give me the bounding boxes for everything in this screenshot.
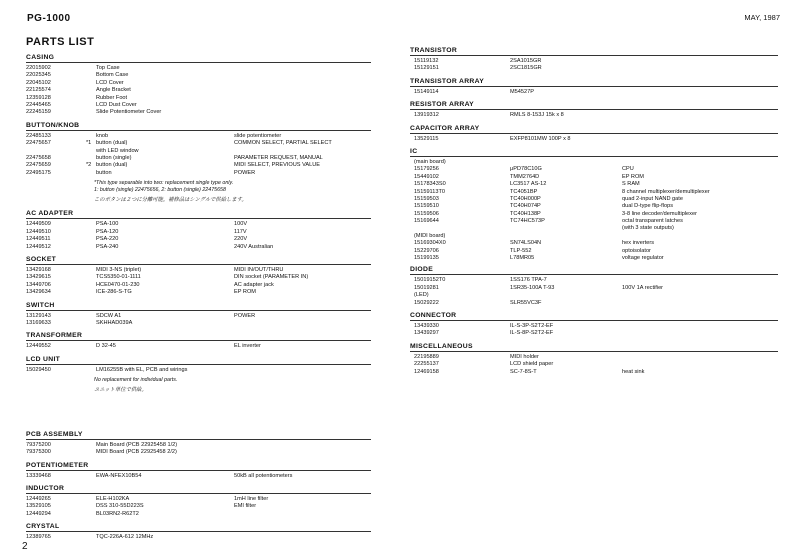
part-number: 15229706: [414, 247, 439, 254]
parts-row: [410, 277, 778, 284]
part-number: 22255137: [414, 361, 439, 368]
section-switch: [26, 301, 371, 332]
part-name: ELE-H102KA: [96, 495, 130, 502]
part-number: (main board): [414, 158, 446, 165]
part-description: 117V: [234, 228, 247, 235]
section-title: LCD UNIT: [26, 355, 371, 365]
part-name: TCS5350-01-1111: [96, 274, 141, 281]
part-name: PSA-240: [96, 243, 119, 250]
part-number: 15029450: [26, 366, 51, 373]
parts-row: [410, 292, 778, 299]
section-title: TRANSFORMER: [26, 331, 371, 341]
part-number: 12469158: [414, 368, 439, 375]
parts-row: [410, 369, 778, 376]
part-name: SN74LS04N: [510, 240, 542, 247]
part-number: 22475658: [26, 154, 51, 161]
part-number: 13339468: [26, 472, 51, 479]
part-number: 12359128: [26, 94, 51, 101]
parts-row: [26, 320, 371, 327]
part-number: 22485133: [26, 132, 51, 139]
parts-row: [410, 248, 778, 255]
part-name: EXFP8101MW 100P x 8: [510, 135, 571, 142]
part-number: 15178343S0: [414, 181, 446, 188]
parts-row: [26, 449, 371, 456]
section-crystal: [26, 522, 371, 545]
part-number: 15179256: [414, 166, 439, 173]
part-number: (MIDI board): [414, 232, 446, 239]
part-description: 100V: [234, 221, 248, 228]
part-number: 15159113T0: [414, 188, 446, 195]
parts-row: [410, 189, 778, 196]
part-description: (with 3 state outputs): [622, 225, 674, 232]
parts-row: [410, 285, 778, 292]
part-description: 1mH line filter: [234, 495, 269, 502]
parts-row: [410, 240, 778, 247]
part-name: TC40H138P: [510, 210, 541, 217]
section-title: PCB ASSEMBLY: [26, 430, 371, 440]
part-name: TC40H074P: [510, 203, 541, 210]
part-name: LCD shield paper: [510, 361, 554, 368]
parts-row: [410, 255, 778, 262]
part-number: 13529105: [26, 503, 51, 510]
part-number: 15129151: [414, 65, 439, 72]
part-name: PSA-220: [96, 236, 119, 243]
part-name: Top Case: [96, 65, 120, 71]
part-name: TQC-226A-612 12MHz: [96, 534, 154, 541]
part-number: (LED): [414, 292, 429, 299]
part-description: EMI filter: [234, 503, 257, 510]
part-number: 22245159: [26, 109, 51, 116]
note-line: このボタンは２つに分離可能。補修品はシングルで供給します。: [94, 196, 247, 203]
section-pcb-assembly: [26, 430, 371, 461]
model-header: PG-1000: [27, 13, 71, 24]
section-transformer: [26, 331, 371, 354]
parts-row: [410, 159, 778, 166]
part-number: 22195889: [414, 353, 439, 360]
section-title: IC: [410, 147, 778, 157]
part-name: EWA-NFEX10B54: [96, 472, 142, 479]
part-name: 2SC1815GR: [510, 65, 542, 72]
section-inductor: [26, 484, 371, 522]
part-number: 12449265: [26, 495, 51, 502]
section-title: CRYSTAL: [26, 522, 371, 532]
section-transistor: [410, 46, 778, 77]
part-name: with LED window: [96, 147, 139, 154]
part-number: 15159503: [414, 195, 439, 202]
part-description: 3-8 line decoder/demultiplexer: [622, 210, 697, 217]
part-number: 79375300: [26, 449, 51, 456]
part-name: RMLS 8-153J 15k x 8: [510, 112, 564, 119]
section-title: RESISTOR ARRAY: [410, 100, 778, 110]
parts-row: [26, 473, 371, 480]
part-number: 15159506: [414, 210, 439, 217]
section-notes: [94, 377, 371, 394]
part-number: 13129143: [26, 312, 51, 319]
part-name: button: [96, 169, 112, 176]
parts-row: [410, 112, 778, 119]
part-name: LM16255B with EL, PCB and wirings: [96, 366, 188, 373]
part-number: 15019152T0: [414, 277, 446, 284]
parts-row: [26, 80, 371, 87]
part-number: 22015902: [26, 65, 51, 71]
part-name: PSA-100: [96, 221, 119, 228]
section-casing: [26, 53, 371, 121]
parts-row: [26, 244, 371, 251]
part-number: 12389765: [26, 534, 51, 541]
parts-row: [26, 162, 371, 169]
section-connector: [410, 311, 778, 342]
part-description: 240V Australian: [234, 243, 274, 250]
parts-row: [410, 166, 778, 173]
part-number: 13919312: [414, 112, 439, 119]
part-name: DSS 310-55D223S: [96, 503, 144, 510]
parts-row: [410, 196, 778, 203]
page-number: 2: [22, 541, 28, 552]
part-number: 12449294: [26, 510, 51, 517]
parts-row: [410, 65, 778, 72]
section-ic: [410, 147, 778, 265]
part-number: 15449102: [414, 173, 439, 180]
section-button-knob: [26, 121, 371, 210]
part-name: Main Board (PCB 22925458 1/2): [96, 441, 178, 448]
section-title: CAPACITOR ARRAY: [410, 124, 778, 134]
section-resistor-array: [410, 100, 778, 123]
parts-row: [410, 211, 778, 218]
section-title: DIODE: [410, 265, 778, 275]
part-description: 220V: [234, 236, 248, 243]
part-number: 15169644: [414, 218, 439, 225]
part-name: HCE0470-01-230: [96, 281, 140, 288]
part-name: LCD Dust Cover: [96, 101, 137, 108]
part-description: PARAMETER REQUEST, MANUAL: [234, 154, 323, 161]
part-number: 13429168: [26, 267, 51, 274]
part-description: hex inverters: [622, 240, 655, 247]
part-name: μPD78C10G: [510, 166, 542, 173]
parts-row: [410, 323, 778, 330]
parts-row: [26, 534, 371, 541]
part-number: 12449510: [26, 228, 51, 235]
part-number: 15199135: [414, 255, 439, 262]
section-title: CONNECTOR: [410, 311, 778, 321]
note-mark: *2: [86, 162, 92, 169]
part-description: EL inverter: [234, 343, 261, 350]
parts-row: [26, 102, 371, 109]
part-name: Angle Bracket: [96, 87, 131, 94]
note-line: 1: button (single) 22475656, 2: button (single) 22475658: [94, 186, 226, 193]
parts-row: [26, 289, 371, 296]
part-name: TC40H000P: [510, 195, 541, 202]
parts-row: [26, 133, 371, 140]
parts-row: [26, 236, 371, 243]
part-name: SC-7-8S-T: [510, 368, 537, 375]
part-description: EP ROM: [622, 173, 644, 180]
part-name: IL-S-8P-S2T2-EF: [510, 330, 554, 337]
date-header: MAY, 1987: [744, 13, 780, 22]
part-name: MIDI holder: [510, 353, 539, 360]
part-number: 22445465: [26, 101, 51, 108]
part-number: 22045102: [26, 79, 51, 86]
parts-row: [410, 203, 778, 210]
part-name: TMM2764D: [510, 173, 540, 180]
part-description: POWER: [234, 169, 256, 176]
section-diode: [410, 265, 778, 311]
parts-row: [410, 300, 778, 307]
part-name: SLR55VC3F: [510, 299, 542, 306]
part-name: ICE-286-S-TG: [96, 289, 132, 296]
parts-row: [26, 72, 371, 79]
part-description: slide potentiometer: [234, 132, 282, 139]
part-number: 79375200: [26, 441, 51, 448]
part-name: TC74HC573P: [510, 218, 545, 225]
part-name: L78MR05: [510, 255, 535, 262]
part-name: LC3517 AS-12: [510, 181, 547, 188]
part-description: 8 channel multiplexer/demultiplexer: [622, 188, 710, 195]
parts-row: [410, 58, 778, 65]
parts-row: [26, 170, 371, 177]
part-name: Bottom Case: [96, 72, 129, 79]
part-number: 15159510: [414, 203, 439, 210]
page-title: PARTS LIST: [26, 36, 95, 48]
part-description: AC adapter jack: [234, 281, 274, 288]
parts-row: [26, 267, 371, 274]
section-miscellaneous: [410, 342, 778, 380]
part-name: button (dual): [96, 162, 128, 169]
parts-row: [26, 274, 371, 281]
section-socket: [26, 255, 371, 301]
section-lcd-unit: [26, 355, 371, 400]
part-name: button (dual): [96, 140, 128, 147]
parts-row: [410, 89, 778, 96]
parts-row: [26, 442, 371, 449]
part-number: 15149114: [414, 88, 439, 95]
part-description: POWER: [234, 312, 256, 319]
parts-row: [410, 218, 778, 225]
part-description: 50kB all potentiometers: [234, 472, 293, 479]
note-line: No replacement for individual parts.: [94, 377, 178, 384]
right-column: [410, 46, 778, 380]
parts-row: [26, 313, 371, 320]
part-name: Rubber Foot: [96, 94, 128, 101]
section-title: TRANSISTOR: [410, 46, 778, 56]
parts-row: [26, 511, 371, 518]
part-number: 15169304X0: [414, 240, 446, 247]
parts-row: [26, 155, 371, 162]
part-description: quad 2-input NAND gate: [622, 195, 683, 202]
part-number: 13439330: [414, 322, 439, 329]
part-name: LCD Cover: [96, 79, 124, 86]
section-title: SOCKET: [26, 255, 371, 265]
part-number: 13449706: [26, 281, 51, 288]
part-name: 2SA1015GR: [510, 58, 542, 64]
section-title: MISCELLANEOUS: [410, 342, 778, 352]
part-number: 13529115: [414, 135, 439, 142]
section-transistor-array: [410, 77, 778, 100]
section-title: TRANSISTOR ARRAY: [410, 77, 778, 87]
parts-row: [410, 330, 778, 337]
part-name: IL-S-3P-S2T2-EF: [510, 322, 554, 329]
section-notes: [94, 180, 371, 203]
section-potentiometer: [26, 461, 371, 484]
section-ac-adapter: [26, 209, 371, 255]
part-description: optoisolator: [622, 247, 651, 254]
part-number: 13439297: [414, 330, 439, 337]
part-name: BL03RN2-R62T2: [96, 510, 139, 517]
part-number: 22125574: [26, 87, 51, 94]
part-number: 22025345: [26, 72, 51, 79]
part-description: CPU: [622, 166, 634, 173]
part-name: D 32-45: [96, 343, 116, 350]
part-name: SDCW A1: [96, 312, 122, 319]
parts-row: [410, 354, 778, 361]
part-name: M54527P: [510, 88, 534, 95]
parts-row: [410, 174, 778, 181]
section-title: POTENTIOMETER: [26, 461, 371, 471]
note-line: *This type separable into two: replacement single type only.: [94, 180, 234, 187]
part-number: 12449511: [26, 236, 51, 243]
part-name: MIDI 3-NS (triplet): [96, 267, 142, 274]
parts-row: [410, 136, 778, 143]
part-description: 100V 1A rectifier: [622, 284, 664, 291]
part-name: SKHHAD039A: [96, 319, 133, 326]
part-name: knob: [96, 132, 109, 139]
parts-row: [26, 496, 371, 503]
part-number: 15019281: [414, 284, 439, 291]
part-name: 1SS176 TPA-7: [510, 277, 547, 284]
part-description: voltage regulator: [622, 255, 664, 262]
part-number: 15029222: [414, 299, 439, 306]
part-name: 1SR35-100A T-93: [510, 284, 555, 291]
part-number: 12449512: [26, 243, 51, 250]
part-description: dual D-type flip-flops: [622, 203, 673, 210]
parts-row: [26, 367, 371, 374]
parts-row: [410, 225, 778, 232]
parts-row: [26, 221, 371, 228]
part-description: MIDI IN/OUT/THRU: [234, 267, 284, 274]
part-number: 15119132: [414, 58, 439, 64]
part-description: EP ROM: [234, 289, 256, 296]
parts-row: [26, 503, 371, 510]
section-title: INDUCTOR: [26, 484, 371, 494]
parts-row: [26, 140, 371, 147]
part-number: 12449552: [26, 343, 51, 350]
section-title: BUTTON/KNOB: [26, 121, 371, 131]
part-number: 13429634: [26, 289, 51, 296]
parts-row: [26, 109, 371, 116]
part-name: Slide Potentiometer Cover: [96, 109, 162, 116]
parts-row: [410, 181, 778, 188]
parts-row: [410, 233, 778, 240]
part-description: COMMON SELECT, PARTIAL SELECT: [234, 140, 332, 147]
part-description: S RAM: [622, 181, 640, 188]
parts-row: [26, 148, 371, 155]
left-column: [26, 53, 371, 545]
parts-row: [410, 361, 778, 368]
parts-row: [26, 229, 371, 236]
section-title: AC ADAPTER: [26, 209, 371, 219]
part-description: octal transparent latches: [622, 218, 683, 225]
part-number: 22475659: [26, 162, 51, 169]
parts-row: [26, 95, 371, 102]
parts-row: [26, 65, 371, 72]
part-description: heat sink: [622, 368, 645, 375]
part-number: 12449509: [26, 221, 51, 228]
note-mark: *1: [86, 140, 92, 147]
note-line: ユニット単位で供給。: [94, 386, 147, 393]
part-description: MIDI SELECT, PREVIOUS VALUE: [234, 162, 321, 169]
parts-row: [26, 87, 371, 94]
section-capacitor-array: [410, 124, 778, 147]
section-title: CASING: [26, 53, 371, 63]
part-description: DIN socket (PARAMETER IN): [234, 274, 309, 281]
part-name: TLP-552: [510, 247, 532, 254]
part-number: 22495175: [26, 169, 51, 176]
part-name: MIDI Board (PCB 22925458 2/2): [96, 449, 177, 456]
parts-row: [26, 282, 371, 289]
part-name: button (single): [96, 154, 132, 161]
section-title: SWITCH: [26, 301, 371, 311]
part-number: 13429615: [26, 274, 51, 281]
part-name: PSA-120: [96, 228, 119, 235]
part-name: TC4051BP: [510, 188, 538, 195]
part-number: 13169633: [26, 319, 51, 326]
part-number: 22475657: [26, 140, 51, 147]
parts-row: [26, 343, 371, 350]
